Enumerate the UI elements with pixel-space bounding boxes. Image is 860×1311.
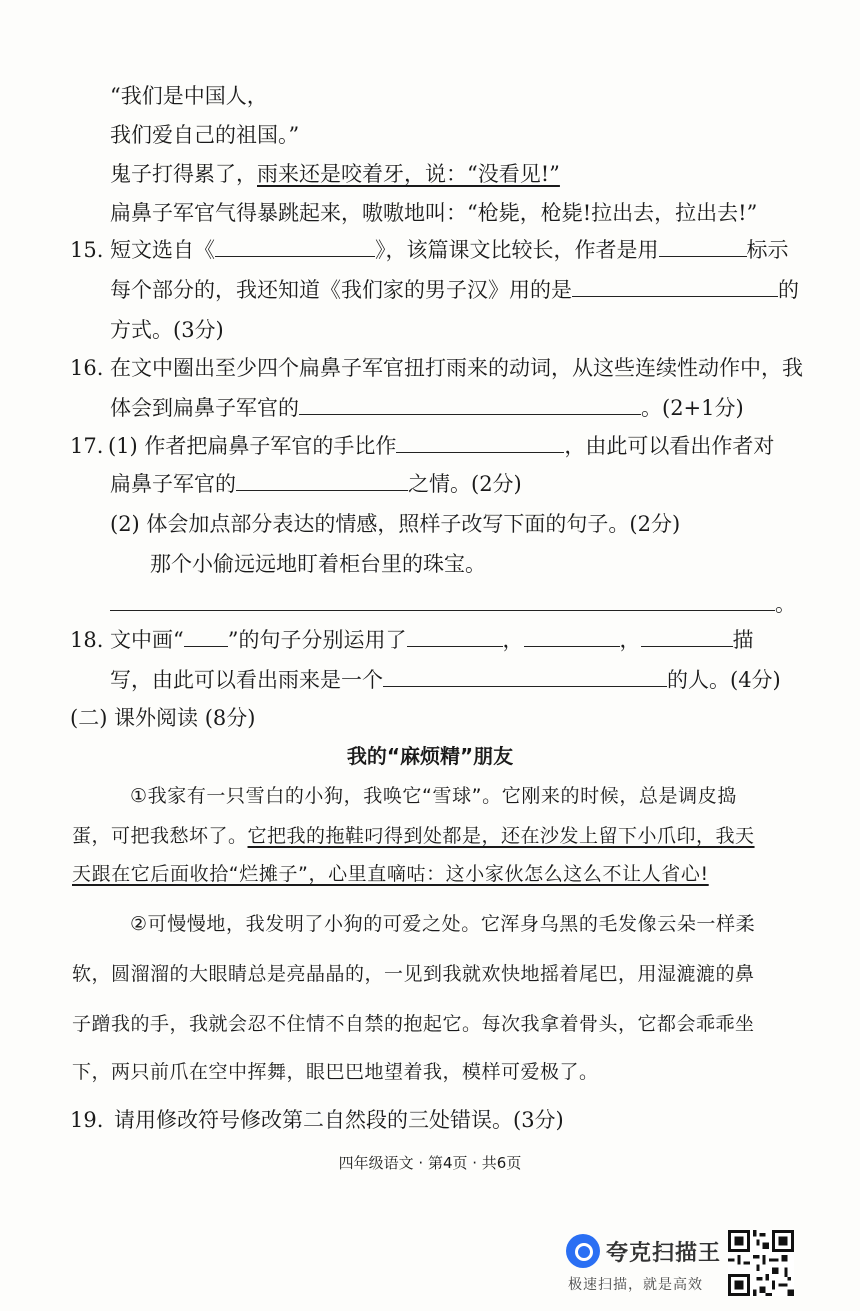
scanner-watermark	[562, 1228, 798, 1302]
watermark-app-name: 夸克扫描王	[606, 1241, 722, 1266]
q18-blank-1[interactable]	[407, 626, 503, 647]
q16-number: 16.	[70, 356, 104, 380]
q18-number: 18.	[70, 628, 104, 652]
passage-line-1: “我们是中国人，	[110, 84, 268, 108]
q18-blank-3[interactable]	[641, 626, 733, 647]
q19-number: 19.	[70, 1108, 104, 1132]
q16-line-1: 在文中圈出至少四个扁鼻子军官扭打雨来的动词，从这些连续性动作中，我	[110, 356, 803, 380]
article-p1-underlined-a: 它把我的拖鞋叼得到处都是，还在沙发上留下小爪印，我天	[247, 825, 755, 847]
q18-text-g: 的人。(4分)	[667, 668, 781, 692]
q15-blank-book[interactable]	[215, 236, 375, 257]
article-p1-underlined-b: 天跟在它后面收拾“烂摊子”，心里直嘀咕：这小家伙怎么这么不让人省心!	[72, 863, 709, 885]
article-p1-line-2	[72, 822, 755, 850]
q17-answer-line	[110, 590, 796, 618]
q17-example-sentence: 那个小偷远远地盯着柜台里的珠宝。	[150, 552, 486, 576]
q18-blank-2[interactable]	[524, 626, 620, 647]
passage-line-3	[110, 160, 560, 188]
page-footer: 四年级语文 · 第4页 · 共6页	[338, 1154, 522, 1172]
passage-line-3-text: 鬼子打得累了，	[110, 162, 257, 186]
q18-blank-person[interactable]	[383, 666, 667, 687]
watermark-slogan: 极速扫描，就是高效	[568, 1277, 703, 1293]
q15-line-2	[110, 276, 799, 304]
passage-underlined-sentence: 雨来还是咬着牙，说：“没看见!”	[257, 162, 560, 186]
q17-blank-rewrite[interactable]	[110, 590, 775, 611]
article-p2-line-2: 软，圆溜溜的大眼睛总是亮晶晶的，一见到我就欢快地摇着尾巴，用湿漉漉的鼻	[72, 963, 755, 985]
article-p1-line-3	[72, 860, 709, 888]
article-p2-line-3: 子蹭我的手，我就会忍不住情不自禁的抱起它。每次我拿着骨头，它都会乖乖坐	[72, 1013, 755, 1035]
q18-text-e: 描	[732, 628, 754, 652]
q18-text-f: 写，由此可以看出雨来是一个	[110, 668, 383, 692]
q18-text-b: ”的句子分别运用了	[227, 628, 407, 652]
q15-text-b: 》，该篇课文比较长，作者是用	[375, 238, 659, 262]
q17-line-3: (2) 体会加点部分表达的情感，照样子改写下面的句子。(2分)	[110, 512, 681, 536]
q15-number: 15.	[70, 238, 104, 262]
q16-text-b: 体会到扁鼻子军官的	[110, 396, 299, 420]
q17-line-1	[108, 432, 774, 460]
q18-text-c: ，	[502, 628, 524, 652]
q19-text: 请用修改符号修改第二自然段的三处错误。(3分)	[114, 1108, 564, 1132]
article-p1-line-1: ①我家有一只雪白的小狗，我唤它“雪球”。它刚来的时候，总是调皮捣	[130, 785, 737, 807]
q17-number: 17.	[70, 434, 104, 458]
q16-line-2	[110, 394, 744, 422]
qr-code-icon	[728, 1230, 794, 1296]
passage-line-2: 我们爱自己的祖国。”	[110, 123, 300, 147]
q17-text-b: ，由此可以看出作者对	[564, 434, 775, 458]
q15-text-a: 短文选自《	[110, 238, 215, 262]
section-heading: (二) 课外阅读 (8分)	[70, 706, 256, 730]
q17-text-d: 之情。(2分)	[408, 472, 522, 496]
q17-line-2	[110, 470, 522, 498]
q17-blank-compare[interactable]	[396, 432, 564, 453]
q16-text-c: 。(2+1分)	[641, 396, 744, 420]
q18-line-2	[110, 666, 781, 694]
article-title: 我的“麻烦精”朋友	[346, 744, 514, 768]
q18-underline-sample	[184, 626, 228, 647]
quark-logo-icon	[566, 1234, 600, 1268]
q15-line-1	[110, 236, 789, 264]
q15-text-c: 标示	[746, 238, 789, 262]
q18-line-1	[110, 626, 754, 654]
article-p2-line-4: 下，两只前爪在空中挥舞，眼巴巴地望着我，模样可爱极了。	[72, 1061, 599, 1083]
article-p2-line-1: ②可慢慢地，我发明了小狗的可爱之处。它浑身乌黑的毛发像云朵一样柔	[130, 913, 756, 935]
q15-blank-method[interactable]	[572, 276, 778, 297]
q18-text-d: ，	[619, 628, 641, 652]
q18-text-a: 文中画“	[110, 628, 184, 652]
q15-text-d: 每个部分的，我还知道《我们家的男子汉》用的是	[110, 278, 572, 302]
q17-text-g: 。	[775, 592, 796, 616]
passage-line-4: 扁鼻子军官气得暴跳起来，嗷嗷地叫：“枪毙，枪毙!拉出去，拉出去!”	[110, 201, 758, 225]
q17-text-c: 扁鼻子军官的	[110, 472, 236, 496]
q16-blank[interactable]	[299, 394, 641, 415]
q17-blank-feeling[interactable]	[236, 470, 408, 491]
q17-text-a: (1) 作者把扁鼻子军官的手比作	[108, 434, 397, 458]
q15-line-3: 方式。(3分)	[110, 318, 224, 342]
q15-text-e: 的	[778, 278, 799, 302]
q15-blank-marker[interactable]	[659, 236, 747, 257]
article-p1-plain: 蛋，可把我愁坏了。	[72, 825, 248, 847]
